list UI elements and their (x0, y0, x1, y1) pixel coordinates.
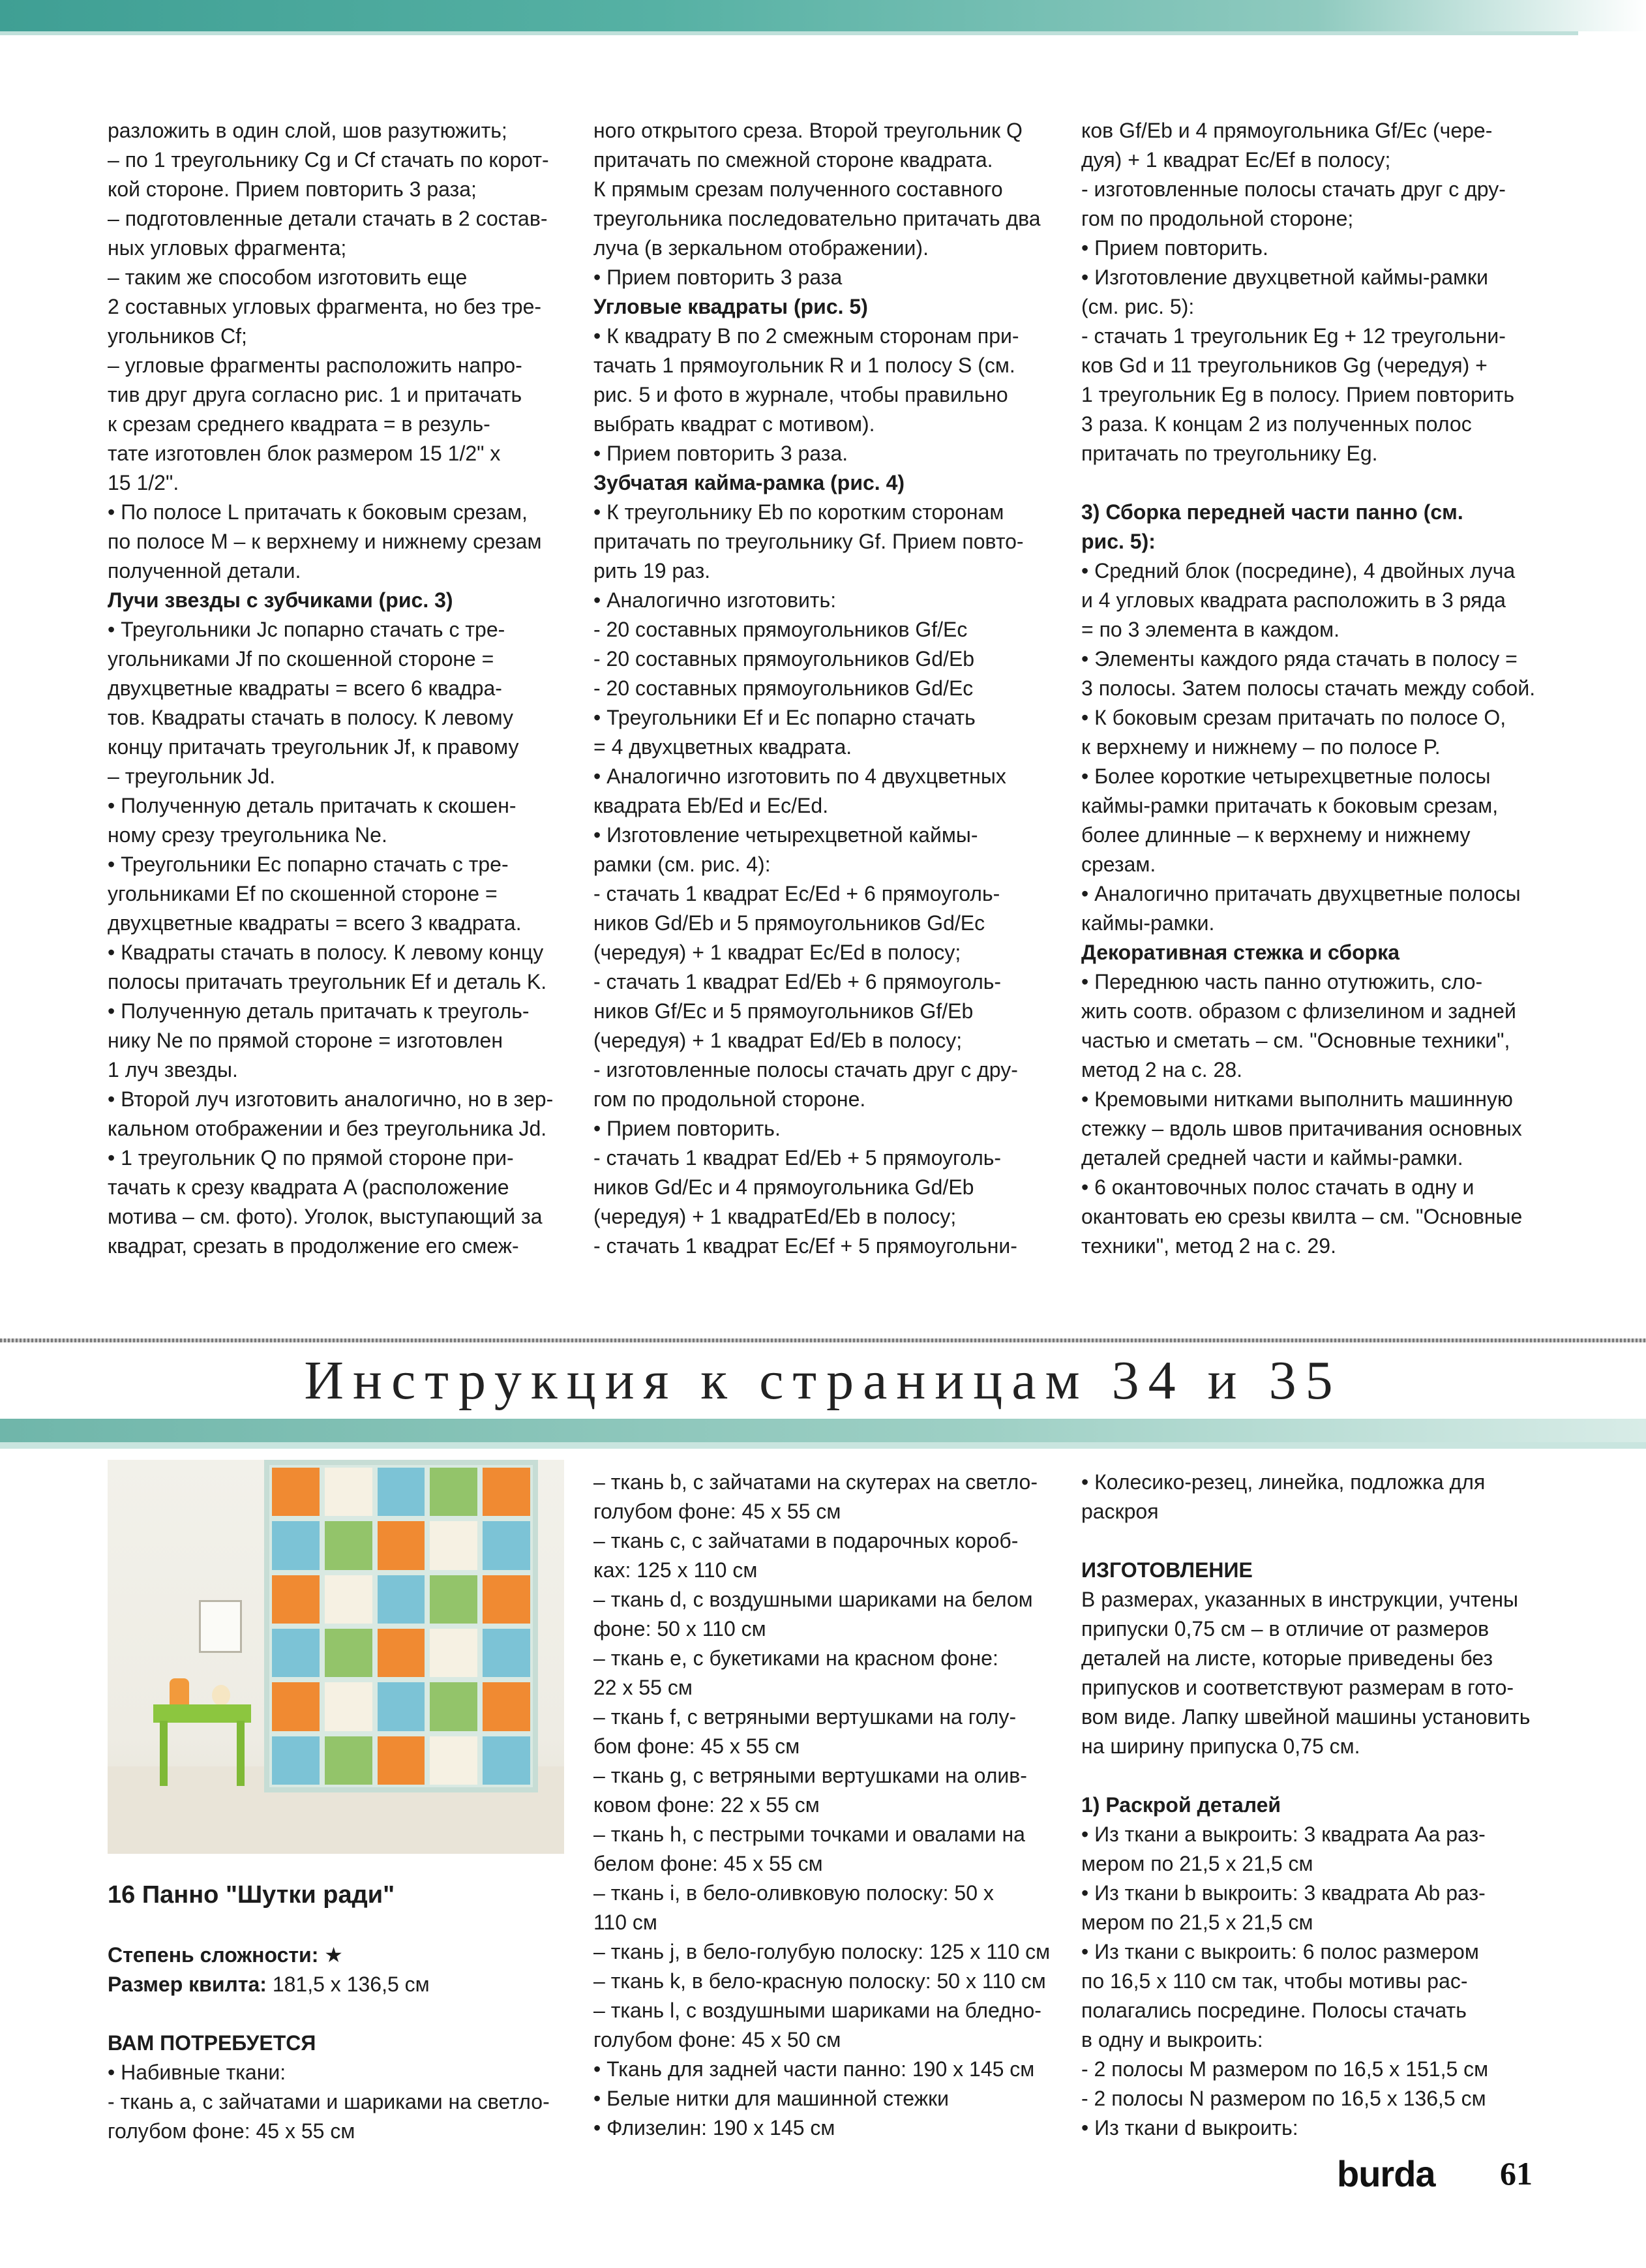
quilt-block (272, 1736, 320, 1785)
quilt-photo (108, 1460, 564, 1854)
subheading: Декоративная стежка и сборка (1081, 941, 1400, 964)
text-line: кой стороне. Прием повторить 3 раза; (108, 177, 477, 201)
text-line: ников Gd/Ec и 4 прямоугольника Gd/Eb (593, 1175, 974, 1199)
section-green-band (0, 1419, 1646, 1442)
text-line: голубом фоне: 45 x 50 см (593, 2028, 841, 2051)
text-line: • Аналогично притачать двухцветные полосы (1081, 882, 1521, 905)
text-line: луча (в зеркальном отображении). (593, 236, 929, 260)
text-line: метод 2 на с. 28. (1081, 1058, 1242, 1081)
text-line: • Ткань для задней части панно: 190 x 145 см (593, 2057, 1035, 2081)
subheading: рис. 5): (1081, 530, 1156, 553)
text-line: полученной детали. (108, 559, 301, 582)
text-line: • Квадраты стачать в полосу. К левому концу (108, 941, 544, 964)
size-value: 181,5 x 136,5 см (272, 1973, 430, 1996)
text-line: • Прием повторить 3 раза. (593, 442, 848, 465)
text-line: разложить в один слой, шов разутюжить; (108, 119, 507, 142)
text-line: – ткань h, с пестрыми точками и овалами на (593, 1822, 1025, 1846)
section-title: Инструкция к страницам 34 и 35 (304, 1350, 1342, 1411)
text-line: ников Gf/Ec и 5 прямоугольников Gf/Eb (593, 999, 974, 1023)
text-line: - стачать 1 квадрат Ed/Eb + 6 прямоуголь- (593, 970, 1002, 993)
text-line: • Переднюю часть панно отутюжить, сло- (1081, 970, 1483, 993)
text-line: угольниками Ef по скошенной стороне = (108, 882, 498, 905)
text-line: – ткань l, с воздушными шариками на бледно- (593, 1999, 1041, 2022)
text-column-1 (108, 116, 564, 1261)
top-color-bar (0, 0, 1646, 31)
photo-wall-frame (199, 1600, 242, 1653)
quilt-block (483, 1468, 530, 1516)
text-line: частью и сметать – см. "Основные техники", (1081, 1029, 1510, 1052)
need-item: • Набивные ткани: (108, 2061, 286, 2084)
text-line: к верхнему и нижнему – по полосе P. (1081, 735, 1441, 759)
text-line: голубом фоне: 45 x 55 см (593, 1500, 841, 1523)
text-line: полосы притачать треугольник Ef и деталь K. (108, 970, 547, 993)
quilt-block (378, 1682, 425, 1731)
quilt-block (378, 1468, 425, 1516)
text-line: фоне: 50 x 110 см (593, 1617, 766, 1641)
text-line: • Треугольники Ec попарно стачать с тре- (108, 853, 509, 876)
text-line: • Из ткани d выкроить: (1081, 2116, 1298, 2139)
text-line: ному срезу треугольника Ne. (108, 823, 387, 847)
text-line: • Средний блок (посредине), 4 двойных луча (1081, 559, 1516, 582)
text-line: деталей на листе, которые приведены без (1081, 1646, 1493, 1670)
text-line: • Из ткани b выкроить: 3 квадрата Ab раз- (1081, 1881, 1486, 1905)
quilt-block (430, 1682, 477, 1731)
text-line: – ткань g, с ветряными вертушками на олив- (593, 1764, 1027, 1787)
text-line: 1 треугольник Eg в полосу. Прием повторить (1081, 383, 1515, 406)
quilt-block (378, 1736, 425, 1785)
text-line: ного открытого среза. Второй треугольник Q (593, 119, 1023, 142)
text-line: – ткань f, с ветряными вертушками на голу- (593, 1705, 1017, 1729)
quilt-block (378, 1575, 425, 1624)
text-line: деталей средней части и каймы-рамки. (1081, 1146, 1463, 1170)
text-line: • Изготовление четырехцветной каймы- (593, 823, 978, 847)
text-line: К прямым срезам полученного составного (593, 177, 1003, 201)
quilt-block (272, 1521, 320, 1569)
text-line: ков Gf/Eb и 4 прямоугольника Gf/Ec (чере- (1081, 119, 1493, 142)
photo-flower-pot (170, 1678, 189, 1706)
quilt-block (483, 1629, 530, 1677)
quilt-block (430, 1629, 477, 1677)
text-line: • Прием повторить 3 раза (593, 265, 843, 289)
subheading: Угловые квадраты (рис. 5) (593, 295, 868, 318)
text-line: • Изготовление двухцветной каймы-рамки (1081, 265, 1488, 289)
text-column-instructions (1081, 1468, 1538, 2143)
text-line: • К треугольнику Eb по коротким сторонам (593, 500, 1004, 524)
text-line: к срезам среднего квадрата = в резуль- (108, 412, 490, 436)
quilt-block (430, 1468, 477, 1516)
text-line: - 2 полосы M размером по 16,5 x 151,5 см (1081, 2057, 1489, 2081)
text-line: 22 x 55 см (593, 1676, 693, 1699)
text-line: – ткань c, с зайчатами в подарочных короб- (593, 1529, 1019, 1552)
difficulty-label: Степень сложности: (108, 1943, 319, 1967)
text-line: срезам. (1081, 853, 1156, 876)
text-line: гом по продольной стороне; (1081, 207, 1354, 230)
quilt-block (483, 1521, 530, 1569)
text-line: • Кремовыми нитками выполнить машинную (1081, 1087, 1513, 1111)
text-line: – таким же способом изготовить еще (108, 265, 468, 289)
text-line: ников Gd/Eb и 5 прямоугольников Gd/Ec (593, 911, 985, 935)
text-line: ков Gd и 11 треугольников Gg (чередуя) + (1081, 354, 1488, 377)
section-divider-line (0, 1338, 1646, 1342)
text-line: • Элементы каждого ряда стачать в полосу = (1081, 647, 1518, 671)
quilt-block (483, 1736, 530, 1785)
project-info (108, 1879, 564, 2146)
subheading: ИЗГОТОВЛЕНИЕ (1081, 1558, 1253, 1582)
text-line: двухцветные квадраты = всего 6 квадра- (108, 676, 502, 700)
text-line: - стачать 1 квадрат Ed/Eb + 5 прямоуголь- (593, 1146, 1002, 1170)
text-line: окантовать ею срезы квилта – см. "Основные (1081, 1205, 1523, 1228)
text-line: 110 см (593, 1911, 657, 1934)
text-line: двухцветные квадраты = всего 3 квадрата. (108, 911, 522, 935)
text-line: • 6 окантовочных полос стачать в одну и (1081, 1175, 1474, 1199)
text-line: притачать по треугольнику Eg. (1081, 442, 1378, 465)
text-line: - 20 составных прямоугольников Gd/Eb (593, 647, 975, 671)
size-label: Размер квилта: (108, 1973, 267, 1996)
text-line: • Более короткие четырехцветные полосы (1081, 764, 1491, 788)
spacer (1081, 1761, 1538, 1791)
text-line: 3 раза. К концам 2 из полученных полос (1081, 412, 1472, 436)
text-line: - 2 полосы N размером по 16,5 x 136,5 см (1081, 2087, 1486, 2110)
text-line: • Треугольники Ef и Ec попарно стачать (593, 706, 976, 729)
text-line: квадрат, срезать в продолжение его смеж- (108, 1234, 519, 1258)
subheading: 1) Раскрой деталей (1081, 1793, 1281, 1817)
text-line: ках: 125 x 110 см (593, 1558, 758, 1582)
need-item: голубом фоне: 45 x 55 см (108, 2119, 355, 2143)
text-line: дуя) + 1 квадрат Ec/Ef в полосу; (1081, 148, 1391, 172)
text-line: • Аналогично изготовить по 4 двухцветных (593, 764, 1006, 788)
text-line: • Белые нитки для машинной стежки (593, 2087, 949, 2110)
text-line: = 4 двухцветных квадрата. (593, 735, 852, 759)
quilt-block (272, 1575, 320, 1624)
text-line: бом фоне: 45 x 55 см (593, 1734, 800, 1758)
text-line: • По полосе L притачать к боковым срезам, (108, 500, 528, 524)
spacer (108, 1911, 564, 1941)
text-line: В размерах, указанных в инструкции, учтены (1081, 1588, 1518, 1611)
text-column-3 (1081, 116, 1538, 1261)
text-line: тате изготовлен блок размером 15 1/2" x (108, 442, 501, 465)
text-line: мотива – см. фото). Уголок, выступающий за (108, 1205, 543, 1228)
text-line: квадрата Eb/Ed и Ec/Ed. (593, 794, 829, 817)
difficulty-line (108, 1941, 564, 1970)
text-line: и 4 угловых квадрата расположить в 3 ряда (1081, 588, 1506, 612)
text-line: концу притачать треугольник Jf, к правому (108, 735, 519, 759)
text-line: 15 1/2". (108, 471, 179, 494)
text-line: тив друг друга согласно рис. 1 и притачать (108, 383, 522, 406)
text-line: рить 19 раз. (593, 559, 711, 582)
text-line: – ткань j, в бело-голубую полоску: 125 x 110 см (593, 1940, 1051, 1963)
text-line: тачать 1 прямоугольник R и 1 полосу S (см. (593, 354, 1015, 377)
need-heading: ВАМ ПОТРЕБУЕТСЯ (108, 2031, 316, 2055)
text-line: (см. рис. 5): (1081, 295, 1195, 318)
text-line: полагались посредине. Полосы стачать (1081, 1999, 1467, 2022)
text-line: мером по 21,5 x 21,5 см (1081, 1911, 1313, 1934)
subheading: Зубчатая кайма-рамка (рис. 4) (593, 471, 905, 494)
text-line: каймы-рамки. (1081, 911, 1215, 935)
text-line: каймы-рамки притачать к боковым срезам, (1081, 794, 1499, 817)
text-line: угольников Cf; (108, 324, 247, 348)
quilt-block (483, 1682, 530, 1731)
quilt-block (325, 1629, 372, 1677)
text-line: - 20 составных прямоугольников Gd/Ec (593, 676, 974, 700)
text-line: • Аналогично изготовить: (593, 588, 837, 612)
text-line: – ткань d, с воздушными шариками на белом (593, 1588, 1033, 1611)
text-line: ных угловых фрагмента; (108, 236, 347, 260)
text-line: стежку – вдоль швов притачивания основных (1081, 1117, 1522, 1140)
text-line: – угловые фрагменты расположить напро- (108, 354, 522, 377)
text-line: - изготовленные полосы стачать друг с дру- (1081, 177, 1506, 201)
photo-quilt (264, 1460, 538, 1792)
text-line: техники", метод 2 на с. 29. (1081, 1234, 1336, 1258)
text-line: мером по 21,5 x 21,5 см (1081, 1852, 1313, 1875)
text-line: • Прием повторить. (1081, 236, 1268, 260)
text-line: • Полученную деталь притачать к скошен- (108, 794, 516, 817)
spacer (108, 1999, 564, 2029)
text-line: угольниками Jf по скошенной стороне = (108, 647, 494, 671)
section-green-band-light (0, 1442, 1646, 1449)
quilt-block (483, 1575, 530, 1624)
text-line: в одну и выкроить: (1081, 2028, 1263, 2051)
text-line: • Из ткани a выкроить: 3 квадрата Aa раз- (1081, 1822, 1486, 1846)
text-line: • Флизелин: 190 x 145 см (593, 2116, 835, 2139)
text-line: раскроя (1081, 1500, 1159, 1523)
text-line: белом фоне: 45 x 55 см (593, 1852, 823, 1875)
spacer (1081, 468, 1538, 498)
quilt-block (430, 1521, 477, 1569)
text-line: • 1 треугольник Q по прямой стороне при- (108, 1146, 514, 1170)
text-line: кальном отображении и без треугольника Jd. (108, 1117, 547, 1140)
photo-stool-leg (237, 1721, 245, 1786)
quilt-block (430, 1736, 477, 1785)
need-item: - ткань a, с зайчатами и шариками на светло- (108, 2090, 550, 2113)
quilt-block (325, 1468, 372, 1516)
text-line: 2 составных угловых фрагмента, но без тре- (108, 295, 542, 318)
subheading: 3) Сборка передней части панно (см. (1081, 500, 1463, 524)
text-line: тов. Квадраты стачать в полосу. К левому (108, 706, 513, 729)
difficulty-star-icon: ★ (324, 1943, 343, 1967)
size-line (108, 1970, 564, 1999)
photo-stool-leg (160, 1721, 168, 1786)
text-line: – ткань b, с зайчатами на скутерах на светло- (593, 1470, 1038, 1494)
page-number: 61 (1500, 2155, 1533, 2192)
text-line: • К боковым срезам притачать по полосе O, (1081, 706, 1506, 729)
text-line: - стачать 1 квадрат Ec/Ef + 5 прямоугольни- (593, 1234, 1017, 1258)
text-line: • Прием повторить. (593, 1117, 781, 1140)
text-line: (чередуя) + 1 квадратEd/Eb в полосу; (593, 1205, 957, 1228)
spacer (1081, 1526, 1538, 1556)
burda-logo: burda (1337, 2153, 1435, 2194)
text-column-materials (593, 1468, 1053, 2143)
text-line: на ширину припуска 0,75 см. (1081, 1734, 1360, 1758)
text-line: • Полученную деталь притачать к треуголь- (108, 999, 530, 1023)
text-line: притачать по смежной стороне квадрата. (593, 148, 993, 172)
text-line: жить соотв. образом с флизелином и задней (1081, 999, 1516, 1023)
text-line: 3 полосы. Затем полосы стачать между собой. (1081, 676, 1536, 700)
text-line: притачать по треугольнику Gf. Прием повто- (593, 530, 1024, 553)
subheading: Лучи звезды с зубчиками (рис. 3) (108, 588, 453, 612)
text-line: рамки (см. рис. 4): (593, 853, 771, 876)
text-column-2 (593, 116, 1053, 1261)
text-line: нику Ne по прямой стороне = изготовлен (108, 1029, 503, 1052)
text-line: более длинные – к верхнему и нижнему (1081, 823, 1471, 847)
text-line: - стачать 1 треугольник Eg + 12 треугольни- (1081, 324, 1506, 348)
quilt-block (272, 1629, 320, 1677)
text-line: рис. 5 и фото в журнале, чтобы правильно (593, 383, 1008, 406)
text-line: – треугольник Jd. (108, 764, 276, 788)
text-line: – ткань i, в бело-оливковую полоску: 50 x (593, 1881, 994, 1905)
text-line: - 20 составных прямоугольников Gf/Ec (593, 618, 968, 641)
text-line: – ткань k, в бело-красную полоску: 50 x 110 см (593, 1969, 1046, 1993)
text-line: • Треугольники Jc попарно стачать с тре- (108, 618, 505, 641)
text-line: - изготовленные полосы стачать друг с дру- (593, 1058, 1018, 1081)
text-line: треугольника последовательно притачать два (593, 207, 1041, 230)
text-line: выбрать квадрат с мотивом). (593, 412, 875, 436)
text-line: • К квадрату B по 2 смежным сторонам при- (593, 324, 1019, 348)
photo-green-stool (153, 1704, 251, 1723)
project-title: 16 Панно "Шутки ради" (108, 1881, 395, 1909)
text-line: • Из ткани c выкроить: 6 полос размером (1081, 1940, 1479, 1963)
quilt-block (325, 1575, 372, 1624)
quilt-block (272, 1682, 320, 1731)
text-line: ковом фоне: 22 x 55 см (593, 1793, 820, 1817)
quilt-block (430, 1575, 477, 1624)
text-line: 1 луч звезды. (108, 1058, 238, 1081)
text-line: – подготовленные детали стачать в 2 состав- (108, 207, 548, 230)
text-line: – по 1 треугольнику Cg и Cf стачать по корот- (108, 148, 549, 172)
text-line: = по 3 элемента в каждом. (1081, 618, 1339, 641)
quilt-block (378, 1521, 425, 1569)
text-line: (чередуя) + 1 квадрат Ed/Eb в полосу; (593, 1029, 963, 1052)
quilt-block (272, 1468, 320, 1516)
quilt-block (378, 1629, 425, 1677)
text-line: - стачать 1 квадрат Ec/Ed + 6 прямоуголь- (593, 882, 1000, 905)
text-line: припуски 0,75 см – в отличие от размеров (1081, 1617, 1489, 1641)
text-line: (чередуя) + 1 квадрат Ec/Ed в полосу; (593, 941, 961, 964)
text-line: припусков и соответствуют размерам в гото- (1081, 1676, 1514, 1699)
text-line: вом виде. Лапку швейной машины установить (1081, 1705, 1531, 1729)
text-line: по полосе M – к верхнему и нижнему срезам (108, 530, 542, 553)
quilt-block (325, 1736, 372, 1785)
text-line: по 16,5 x 110 см так, чтобы мотивы рас- (1081, 1969, 1468, 1993)
quilt-block (325, 1521, 372, 1569)
text-line: гом по продольной стороне. (593, 1087, 866, 1111)
text-line: • Колесико-резец, линейка, подложка для (1081, 1470, 1486, 1494)
quilt-block (325, 1682, 372, 1731)
top-bar-shadow (0, 31, 1578, 35)
text-line: • Второй луч изготовить аналогично, но в зер- (108, 1087, 554, 1111)
text-line: – ткань e, с букетиками на красном фоне: (593, 1646, 998, 1670)
text-line: тачать к срезу квадрата A (расположение (108, 1175, 509, 1199)
photo-toy (212, 1685, 230, 1706)
